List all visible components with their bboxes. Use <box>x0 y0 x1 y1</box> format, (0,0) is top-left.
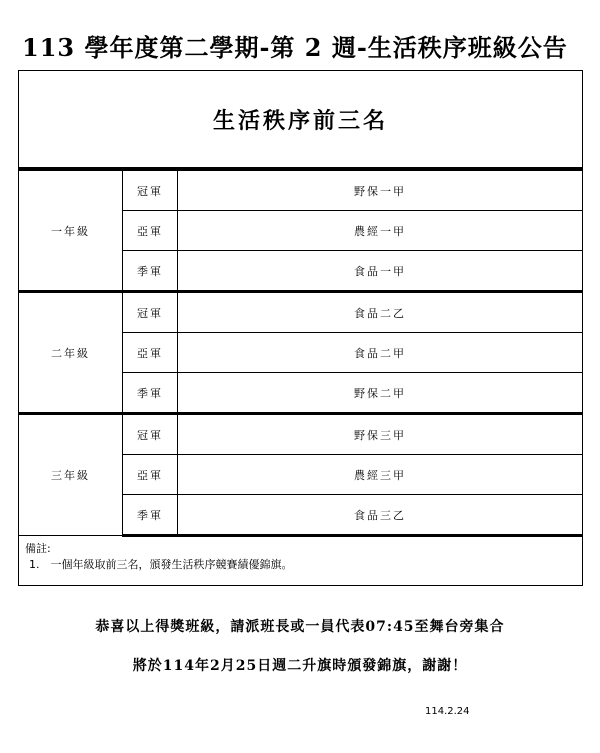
document-title: 113 學年度第二學期-第 2 週-生活秩序班級公告 <box>22 33 568 62</box>
class-name: 野保二甲 <box>178 373 583 414</box>
class-name: 食品一甲 <box>178 251 583 292</box>
class-name: 農經一甲 <box>178 211 583 251</box>
ranking-heading: 生活秩序前三名 <box>19 71 582 168</box>
class-name: 食品二乙 <box>178 292 583 333</box>
place-label: 季軍 <box>123 495 178 536</box>
table-row <box>19 292 582 333</box>
announcement-frame <box>18 70 583 586</box>
ranking-table <box>19 168 582 537</box>
place-label: 冠軍 <box>123 292 178 333</box>
place-label: 亞軍 <box>123 211 178 251</box>
place-label: 亞軍 <box>123 333 178 373</box>
table-row <box>19 414 582 455</box>
place-label: 亞軍 <box>123 455 178 495</box>
grade-label: 一年級 <box>19 170 123 292</box>
place-label: 季軍 <box>123 251 178 292</box>
grade-label: 二年級 <box>19 292 123 414</box>
notes-label: 備註: <box>25 542 51 555</box>
grade-label: 三年級 <box>19 414 123 536</box>
class-name: 野保一甲 <box>178 170 583 211</box>
notice-line: 恭喜以上得獎班級，請派班長或一員代表07:45至舞台旁集合 <box>95 619 505 635</box>
class-name: 食品三乙 <box>178 495 583 536</box>
place-label: 冠軍 <box>123 414 178 455</box>
class-name: 農經三甲 <box>178 455 583 495</box>
class-name: 食品二甲 <box>178 333 583 373</box>
document-date: 114.2.24 <box>425 706 470 717</box>
class-name: 野保三甲 <box>178 414 583 455</box>
place-label: 季軍 <box>123 373 178 414</box>
table-row <box>19 170 582 211</box>
notice-line: 將於114年2月25日週二升旗時頒發錦旗，謝謝！ <box>132 658 468 674</box>
place-label: 冠軍 <box>123 170 178 211</box>
note-item: 1. 一個年級取前三名，頒發生活秩序競賽績優錦旗。 <box>29 558 293 571</box>
notes-section <box>19 537 582 577</box>
